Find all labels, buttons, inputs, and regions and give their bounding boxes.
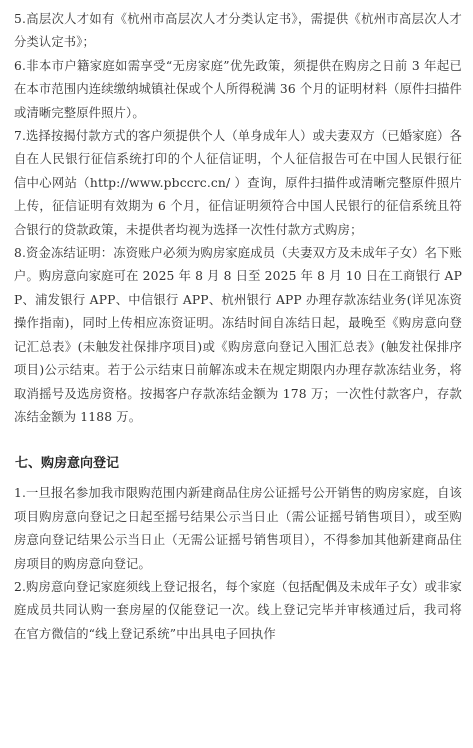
requirement-item-6: 6.非本市户籍家庭如需享受“无房家庭”优先政策，须提供在购房之日前 3 年起已在本市范围内连续缴纳城镇社保或个人所得税满 36 个月的证明材料（原件扫描件或清晰完整原件照片）。 [14, 58, 462, 120]
requirement-item-7: 7.选择按揭付款方式的客户须提供个人（单身成年人）或夫妻双方（已婚家庭）各自在人民银行征信系统打印的个人征信证明，个人征信报告可在中国人民银行征信中心网站（http://www.pbccrc.cn/ ）查询，原件扫描件或清晰完整原件照片上传，征信证明有效期为 6 个月，征信证明须符合中国人民银行的征信系统且符合银行的贷款政策，未提供者均视为选择一次性付款方式购房； [14, 129, 462, 237]
registration-item-1: 1.一旦报名参加我市限购范围内新建商品住房公证摇号公开销售的购房家庭，自该项目购房意向登记之日起至摇号结果公示当日止（需公证摇号销售项目），或至购房意向登记结果公示当日止（无需公证摇号销售项目），不得参加其他新建商品住房项目的购房意向登记。 [14, 486, 462, 571]
requirement-item-8: 8.资金冻结证明：冻资账户必须为购房家庭成员（夫妻双方及未成年子女）名下账户。购房意向家庭可在 2025 年 8 月 8 日至 2025 年 8 月 10 日在工商银行 APP、浦发银行 APP、中信银行 APP、杭州银行 APP 办理存款冻结业务(详见冻资操作指南)，同时上传相应冻资证明。冻结时间自冻结日起，最晚至《购房意向登记汇总表》(未触发社保排序项目)或《购房意向登记入围汇总表》(触发社保排序项目)公示结束。若于公示结束日前解冻或未在规定期限内办理存款冻结业务，将取消摇号及选房资格。按揭客户存款冻结金额为 178 万；一次性付款客户，存款冻结金额为 1188 万。 [14, 246, 462, 424]
document-body [14, 8, 462, 646]
requirement-item-5: 5.高层次人才如有《杭州市高层次人才分类认定书》，需提供《杭州市高层次人才分类认定书》； [14, 12, 462, 50]
registration-item-2: 2.购房意向登记家庭须线上登记报名，每个家庭（包括配偶及未成年子女）或非家庭成员共同认购一套房屋的仅能登记一次。线上登记完毕并审核通过后，我司将在官方微信的“线上登记系统”中出具电子回执作 [14, 579, 462, 641]
section-heading: 七、购房意向登记 [15, 456, 120, 472]
